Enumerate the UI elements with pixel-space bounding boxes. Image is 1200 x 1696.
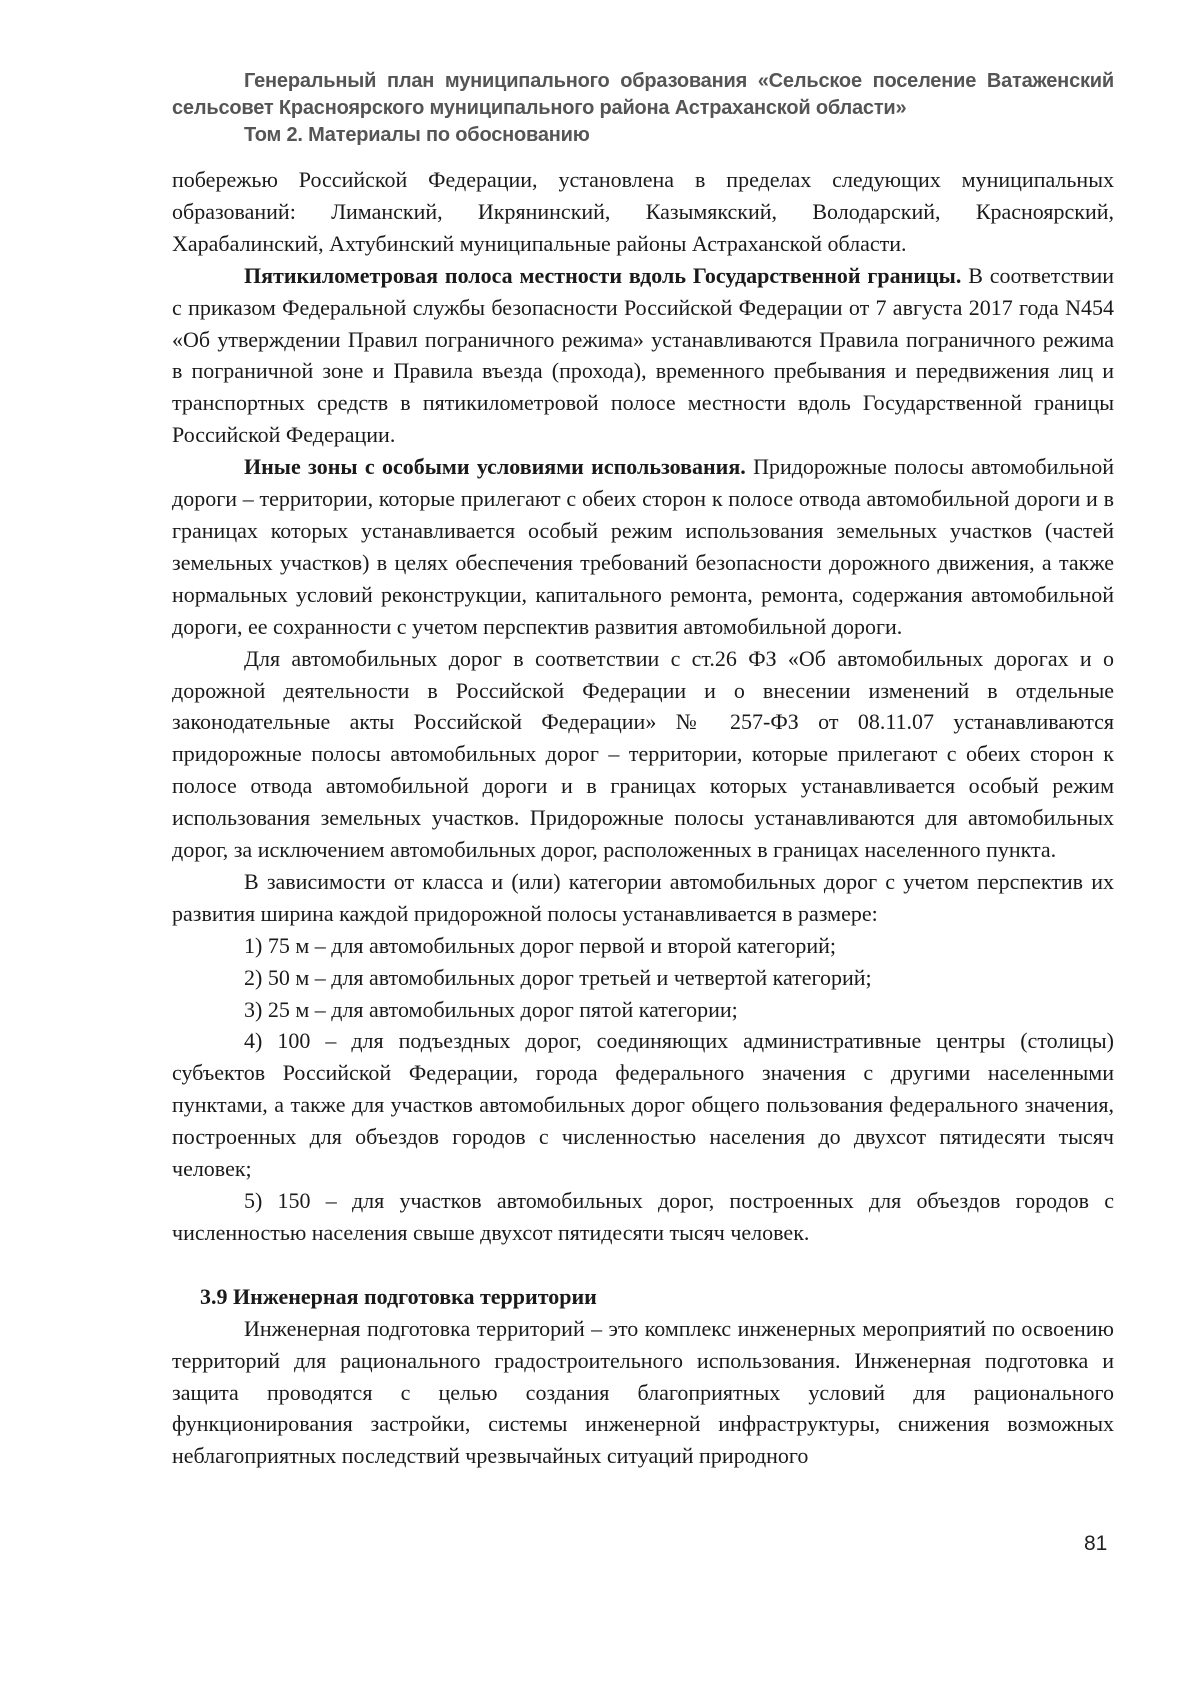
section-paragraph <box>172 1313 1114 1473</box>
list-item <box>172 962 1114 994</box>
paragraph-border-strip <box>172 260 1114 451</box>
list-item-text: 1) 75 м – для автомобильных дорог первой и второй категорий; <box>244 932 837 958</box>
list-item <box>172 1185 1114 1249</box>
header-line-2: сельсовет Красноярского муниципального района Астраханской области» <box>172 97 907 119</box>
paragraph-bold-lead: Пятикилометровая полоса местности вдоль Государственной границы. <box>244 262 962 288</box>
list-item-text: 2) 50 м – для автомобильных дорог третьей и четвертой категорий; <box>244 964 872 990</box>
list-item <box>172 1025 1114 1185</box>
document-body <box>172 164 1114 1472</box>
paragraph-text: Инженерная подготовка территорий – это комплекс инженерных мероприятий по освоению территорий для рационального градостроительного использования. Инженерная подготовка и защита проводятся с целью создания благоприятных условий для рационального функционирования застройки, системы инженерной инфраструктуры, снижения возможных неблагоприятных последствий чрезвычайных ситуаций природного <box>172 1315 1114 1469</box>
paragraph-roads-law <box>172 643 1114 866</box>
paragraph-text: Придорожные полосы автомобильной дороги – территории, которые прилегают с обеих сторон к полосе отвода автомобильной дороги и в границах которых устанавливается особый режим использования земельных участков (частей земельных участков) в целях обеспечения требований безопасности дорожного движения, а также нормальных условий реконструкции, капитального ремонта, ремонта, содержания автомобильной дороги, ее сохранности с учетом перспектив развития автомобильной дороги. <box>172 454 1115 639</box>
paragraph-text: Для автомобильных дорог в соответствии с ст.26 ФЗ «Об автомобильных дорогах и о дорожной деятельности в Российской Федерации и о внесении изменений в отдельные законодательные акты Российской Федерации» № 257-ФЗ от 08.11.07 устанавливаются придорожные полосы автомобильных дорог – территории, которые прилегают с обеих сторон к полосе отвода автомобильной дороги и в границах которых устанавливается особый режим использования земельных участков. Придорожные полосы устанавливаются для автомобильных дорог, за исключением автомобильных дорог, расположенных в границах населенного пункта. <box>172 645 1114 863</box>
running-header <box>172 68 1114 149</box>
header-line-1: Генеральный план муниципального образования «Сельское поселение Ватаженский <box>244 70 1114 92</box>
paragraph-other-zones <box>172 451 1114 642</box>
list-item-text: 4) 100 – для подъездных дорог, соединяющих административные центры (столицы) субъектов Российской Федерации, города федерального значения с другими населенными пунктами, а также для участков автомобильных дорог общего пользования федерального значения, построенных для объездов городов с численностью населения до двухсот пятидесяти тысяч человек; <box>172 1028 1114 1182</box>
list-item-text: 3) 25 м – для автомобильных дорог пятой категории; <box>244 996 738 1022</box>
paragraph-strip-width <box>172 866 1114 930</box>
page-number: 81 <box>1084 1532 1108 1555</box>
list-item <box>172 994 1114 1026</box>
paragraph-text: В соответствии с приказом Федеральной службы безопасности Российской Федерации от 7 августа 2017 года N454 «Об утверждении Правил пограничного режима» устанавливаются Правила пограничного режима в пограничной зоне и Правила въезда (прохода), временного пребывания и передвижения лиц и транспортных средств в пятикилометровой полосе местности вдоль Государственной границы Российской Федерации. <box>172 262 1115 448</box>
paragraph-bold-lead: Иные зоны с особыми условиями использования. <box>244 454 746 480</box>
paragraph-continuation <box>172 164 1114 260</box>
list-item-text: 5) 150 – для участков автомобильных дорог, построенных для объездов городов с численностью населения свыше двухсот пятидесяти тысяч человек. <box>172 1188 1114 1245</box>
section-heading: 3.9 Инженерная подготовка территории <box>200 1283 597 1309</box>
paragraph-text: В зависимости от класса и (или) категории автомобильных дорог с учетом перспектив их развития ширина каждой придорожной полосы устанавливается в размере: <box>172 868 1114 926</box>
header-line-3: Том 2. Материалы по обоснованию <box>244 124 590 146</box>
list-item <box>172 930 1114 962</box>
paragraph-text: побережью Российской Федерации, установлена в пределах следующих муниципальных образований: Лиманский, Икрянинский, Казымякский, Володарский, Красноярский, Харабалинский, Ахтубинский муниципальные районы Астраханской области. <box>172 167 1114 256</box>
